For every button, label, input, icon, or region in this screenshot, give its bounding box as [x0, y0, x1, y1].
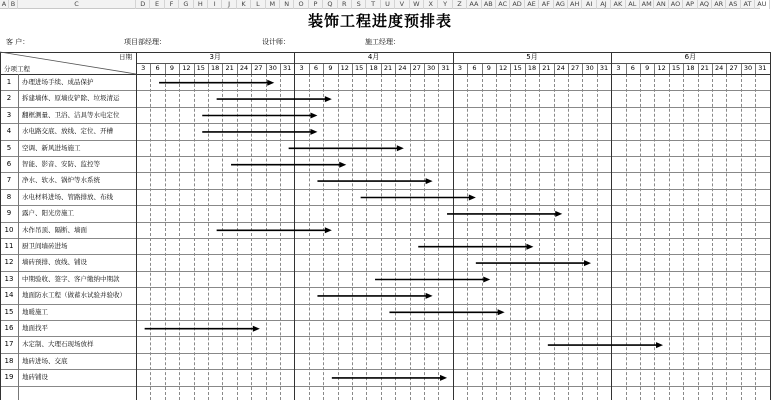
day-header-2-3: 3: [299, 64, 304, 72]
day-header-3-18: 18: [527, 64, 537, 72]
schedule-arrow-10: [217, 227, 332, 233]
designer-label: 设计师：: [262, 38, 290, 46]
column-header-f[interactable]: F: [165, 0, 179, 9]
arrow-head-9: [555, 211, 562, 217]
task-name-1: 办理进场手续、成品保护: [22, 78, 94, 86]
schedule-arrow-17: [548, 342, 663, 348]
column-header-g[interactable]: G: [179, 0, 193, 9]
day-header-1-21: 21: [225, 64, 234, 72]
day-header-2-27: 27: [412, 64, 421, 72]
schedule-arrow-1: [159, 80, 274, 86]
column-header-v[interactable]: V: [395, 0, 409, 9]
row-number-4: 4: [6, 127, 12, 136]
column-header-o[interactable]: O: [294, 0, 308, 9]
task-name-8: 水电材料进场、管路排放、布线: [22, 192, 113, 201]
column-header-ap[interactable]: AP: [683, 0, 697, 9]
day-header-1-31: 31: [283, 64, 292, 72]
day-header-3-30: 30: [585, 64, 594, 72]
arrow-head-17: [656, 342, 663, 348]
column-header-n[interactable]: N: [280, 0, 294, 9]
column-header-r[interactable]: R: [338, 0, 352, 9]
arrows-canvas: [0, 52, 760, 400]
day-header-4-24: 24: [715, 64, 724, 72]
day-header-3-9: 9: [486, 64, 491, 72]
month-header-2: 4月: [367, 53, 380, 61]
day-header-1-3: 3: [141, 64, 146, 72]
task-header-label: 分项工程: [4, 65, 30, 73]
day-header-3-31: 31: [599, 64, 609, 72]
day-header-4-21: 21: [700, 64, 709, 72]
column-header-t[interactable]: T: [366, 0, 380, 9]
schedule-arrow-4: [202, 129, 317, 135]
schedule-arrow-15: [389, 309, 504, 315]
row-number-8: 8: [6, 192, 12, 201]
task-name-3: 翻框测量、卫浴、洁具等水电定位: [22, 110, 120, 119]
row-number-6: 6: [6, 160, 12, 168]
column-header-ao[interactable]: AO: [669, 0, 683, 9]
task-name-16: 地面找平: [22, 324, 48, 332]
day-header-4-27: 27: [729, 64, 738, 72]
column-header-q[interactable]: Q: [323, 0, 337, 9]
task-name-6: 智能、影音、安防、监控等: [22, 160, 100, 168]
task-name-13: 中期验收、签字、客户缴纳中期款: [22, 274, 120, 283]
task-name-15: 地暖施工: [22, 307, 48, 316]
column-header-j[interactable]: J: [222, 0, 236, 9]
schedule-arrow-13: [375, 277, 490, 283]
day-header-2-12: 12: [340, 64, 349, 72]
month-header-1: 3月: [209, 53, 221, 61]
month-header-4: 6月: [684, 53, 697, 61]
month-header-3: 5月: [526, 53, 538, 61]
column-header-y[interactable]: Y: [438, 0, 452, 9]
day-header-4-12: 12: [657, 64, 666, 72]
column-header-a[interactable]: A: [0, 0, 9, 9]
schedule-arrow-12: [476, 260, 591, 266]
column-header-al[interactable]: AL: [626, 0, 640, 9]
sheet-title: 装饰工程进度预排表: [307, 12, 452, 30]
task-name-7: 净水、软水、锅炉等水系统: [22, 176, 100, 185]
arrow-head-5: [397, 145, 404, 151]
schedule-arrow-2: [217, 96, 332, 102]
schedule-arrow-8: [361, 195, 476, 201]
client-label: 客 户：: [6, 38, 30, 46]
day-header-3-15: 15: [513, 64, 522, 72]
task-name-9: 露户、阳光房施工: [22, 209, 74, 218]
day-header-3-21: 21: [542, 64, 551, 72]
day-header-4-15: 15: [671, 64, 681, 72]
day-header-3-27: 27: [571, 64, 580, 72]
column-header-e[interactable]: E: [150, 0, 164, 9]
day-header-1-15: 15: [196, 64, 205, 72]
column-header-at[interactable]: AT: [741, 0, 755, 9]
task-name-19: 地砖铺设: [22, 373, 48, 382]
schedule-arrow-14: [317, 293, 432, 299]
schedule-arrow-3: [202, 113, 317, 119]
row-number-19: 19: [4, 373, 14, 382]
schedule-arrow-7: [317, 178, 432, 184]
column-header-au[interactable]: AU: [755, 0, 769, 9]
day-header-2-30: 30: [427, 64, 436, 72]
row-number-5: 5: [6, 143, 12, 152]
table-right-border: [770, 52, 771, 400]
column-header-h[interactable]: H: [194, 0, 208, 9]
column-header-c[interactable]: C: [18, 0, 136, 9]
day-header-3-3: 3: [457, 64, 463, 72]
arrow-head-7: [426, 178, 433, 184]
task-name-18: 地砖进场、交底: [22, 356, 68, 365]
task-name-2: 拆建墙体、原墙皮铲除、垃圾清运: [22, 94, 120, 103]
row-number-7: 7: [6, 176, 12, 185]
day-header-1-6: 6: [155, 64, 160, 72]
day-header-1-24: 24: [239, 64, 249, 72]
gantt-grid: [0, 52, 767, 400]
day-header-2-9: 9: [328, 64, 333, 72]
day-header-4-9: 9: [645, 64, 650, 72]
task-name-14: 地面防水工程（做蓄水试验并验收）: [22, 291, 126, 300]
row-number-10: 10: [4, 225, 14, 234]
day-header-2-24: 24: [398, 64, 407, 72]
row-number-17: 17: [4, 340, 14, 349]
row-number-9: 9: [6, 209, 12, 218]
row-number-12: 12: [4, 258, 14, 267]
arrow-head-6: [339, 162, 346, 168]
task-name-11: 厨卫间墙砖进场: [22, 242, 68, 250]
day-header-1-18: 18: [211, 64, 220, 72]
arrow-head-3: [310, 113, 317, 119]
task-name-4: 水电路交底、放线、定位、开槽: [22, 127, 113, 136]
column-header-am[interactable]: AM: [640, 0, 654, 9]
row-number-1: 1: [6, 78, 12, 86]
arrow-head-2: [325, 96, 332, 102]
day-header-1-12: 12: [182, 64, 191, 72]
column-header-ak[interactable]: AK: [611, 0, 625, 9]
day-header-4-3: 3: [616, 64, 621, 72]
schedule-arrow-5: [289, 145, 404, 151]
task-name-12: 墙砖预排、放线、铺设: [22, 258, 87, 267]
project-manager-label: 项目部经理：: [124, 38, 166, 46]
day-header-3-24: 24: [556, 64, 565, 72]
column-header-x[interactable]: X: [424, 0, 438, 9]
column-header-as[interactable]: AS: [726, 0, 740, 9]
row-number-18: 18: [4, 356, 14, 365]
column-header-ag[interactable]: AG: [554, 0, 568, 9]
day-header-2-6: 6: [313, 64, 319, 72]
day-header-2-21: 21: [383, 64, 393, 72]
schedule-arrow-19: [332, 375, 447, 381]
column-header-l[interactable]: L: [251, 0, 265, 9]
date-header-label: 日期: [119, 53, 132, 61]
row-number-15: 15: [4, 307, 14, 316]
column-header-i[interactable]: I: [208, 0, 222, 9]
column-header-w[interactable]: W: [410, 0, 424, 9]
arrow-head-14: [426, 293, 433, 299]
column-header-m[interactable]: M: [266, 0, 280, 9]
arrow-head-4: [310, 129, 317, 135]
task-name-5: 空调、新风进场施工: [22, 143, 81, 152]
row-number-13: 13: [4, 274, 14, 283]
arrow-head-16: [253, 326, 260, 332]
arrow-head-12: [584, 260, 591, 266]
day-header-3-6: 6: [472, 64, 477, 72]
column-header-k[interactable]: K: [237, 0, 251, 9]
column-header-ab[interactable]: AB: [482, 0, 496, 9]
column-header-b[interactable]: B: [9, 0, 18, 9]
day-header-2-15: 15: [355, 64, 364, 72]
row-number-16: 16: [4, 324, 14, 332]
task-name-17: 木定制、大理石现场放样: [22, 340, 94, 349]
row-number-14: 14: [4, 291, 14, 300]
task-name-10: 木作吊顶、隔断、墙面: [22, 225, 87, 234]
column-header-aq[interactable]: AQ: [698, 0, 712, 9]
column-header-d[interactable]: D: [136, 0, 150, 9]
column-header-ae[interactable]: AE: [525, 0, 539, 9]
day-header-1-30: 30: [268, 64, 277, 72]
day-header-2-18: 18: [369, 64, 378, 72]
day-header-1-27: 27: [254, 64, 263, 72]
column-header-bar: [0, 0, 767, 9]
column-header-u[interactable]: U: [381, 0, 395, 9]
column-header-z[interactable]: Z: [453, 0, 467, 9]
day-header-4-6: 6: [630, 64, 635, 72]
arrow-head-15: [498, 309, 505, 315]
arrow-head-19: [440, 375, 447, 381]
day-header-1-9: 9: [169, 64, 175, 72]
day-header-3-12: 12: [499, 64, 508, 72]
column-header-aa[interactable]: AA: [467, 0, 481, 9]
row-number-11: 11: [4, 242, 14, 250]
row-number-3: 3: [6, 110, 12, 119]
day-header-2-31: 31: [441, 64, 450, 72]
column-header-ah[interactable]: AH: [568, 0, 582, 9]
schedule-arrow-6: [231, 162, 346, 168]
schedule-arrow-9: [447, 211, 562, 217]
column-header-an[interactable]: AN: [654, 0, 668, 9]
row-number-2: 2: [6, 94, 12, 103]
column-header-s[interactable]: S: [352, 0, 366, 9]
day-header-4-18: 18: [686, 64, 695, 72]
day-header-4-30: 30: [743, 64, 753, 72]
arrow-head-10: [325, 227, 332, 233]
column-header-ar[interactable]: AR: [712, 0, 726, 9]
arrow-head-1: [267, 80, 274, 86]
column-header-ac[interactable]: AC: [496, 0, 510, 9]
day-header-4-31: 31: [758, 64, 767, 72]
column-header-aj[interactable]: AJ: [597, 0, 611, 9]
schedule-arrow-11: [418, 244, 533, 250]
schedule-arrow-16: [145, 326, 260, 332]
construction-manager-label: 施工经理：: [365, 38, 400, 46]
arrow-head-11: [526, 244, 533, 250]
column-header-ad[interactable]: AD: [510, 0, 524, 9]
arrow-head-13: [483, 277, 490, 283]
column-header-af[interactable]: AF: [539, 0, 553, 9]
column-header-ai[interactable]: AI: [582, 0, 596, 9]
arrow-head-8: [469, 195, 476, 201]
column-header-p[interactable]: P: [309, 0, 323, 9]
